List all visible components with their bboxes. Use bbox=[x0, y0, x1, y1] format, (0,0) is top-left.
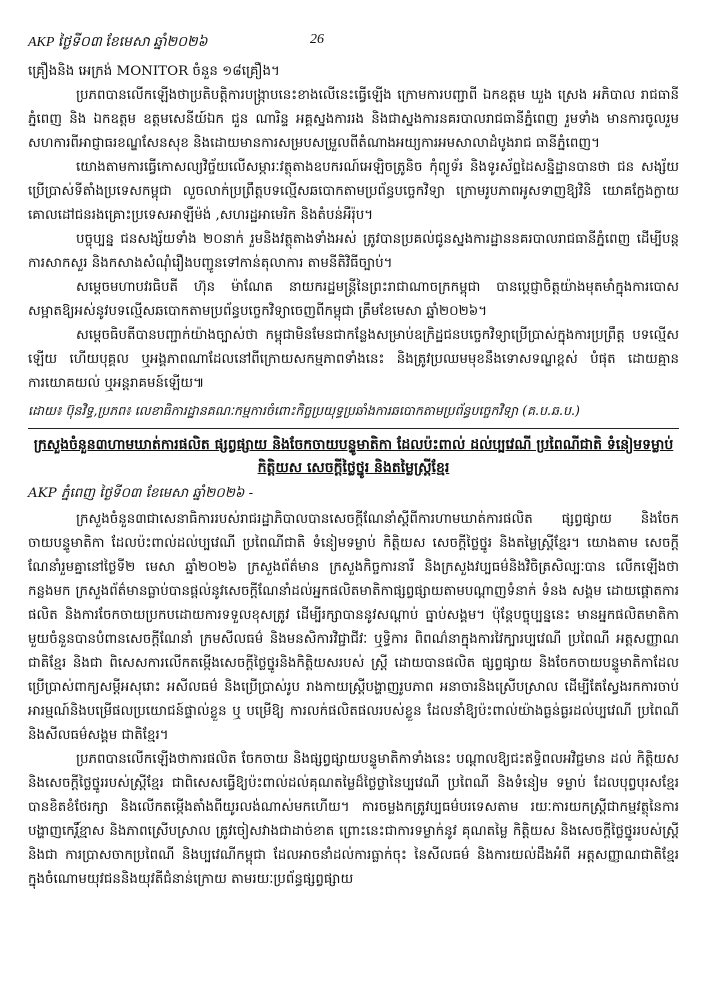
running-head: AKP ថ្ងៃទី០៣ ខែមេសា ឆ្នាំ២០២៦ bbox=[28, 35, 208, 50]
page-number: 26 bbox=[310, 32, 324, 47]
page-content bbox=[28, 60, 679, 892]
article1-source: ដោយ៖ ប៊ុនវិទ្ធ,ប្រភព៖ លេខាធិការដ្ឋានគណៈកម្មការចំពោះកិច្ចប្រយុទ្ធប្រឆាំងការឆបោកតាមប្រព័ន្ធបច្ចេកវិទ្យា (គ.ប.ឆ.ប.) bbox=[28, 403, 580, 418]
article1-paragraph-2: យោងតាមការធ្វើកោសល្យវិច្ច័យលើសម្ភារៈវត្ថុតាងឧបករណ៍អេឡិចត្រូនិច កុំព្យូទ័រ និងទូរស័ព្ទដៃសន្និដ្ឋានបានថា ជន សង្ស័យប្រើប្រាស់ទីតាំងប្រទេសកម្ពុជា លួចលាក់ប្រព្រឹត្តបទល្មើសឆបោកតាមប្រព័ន្ធបច្ចេកវិទ្យា ក្រោមរូបភាពអូសទាញឱ្យវិនិ យោគក្លែងក្លាយ គោលដៅជនរងគ្រោះប្រទេសអាឡឺម៉ង់ ,សហរដ្ឋអាមេរិក និងតំបន់អឺរ៉ុប។ bbox=[28, 160, 679, 223]
article1-paragraph-5: សម្តេចធិបតីបានបញ្ជាក់យ៉ាងច្បាស់ថា កម្ពុជាមិនមែនជាកន្លែងសម្រាប់ឧក្រិដ្ឋជនបច្ចេកវិទ្យាប្រើប្រាស់ក្នុងការប្រព្រឹត្ត បទល្មើសឡើយ ហើយបុគ្គល ឬអង្គភាពណាដែលនៅពីក្រោយសកម្មភាពទាំងនេះ និងត្រូវប្រឈមមុខនឹងទោសទណ្ឌខ្ពស់ បំផុត ដោយគ្មានការយោគយល់ ឬអន្តរាគមន៍ឡើយ៕ bbox=[28, 328, 679, 391]
article2-headline: ក្រសួងចំនួន៣ហាមឃាត់ការផលិត ផ្សព្វផ្សាយ និងចែកចាយបន្ទូមាតិកា ដែលប៉ះពាល់ ដល់ប្បវេណី ប្រពៃណីជាតិ ទំនៀមទម្លាប់ កិត្តិយស សេចក្តីថ្លៃថ្នូរ និងតម្លៃស្ត្រីខ្មែរ bbox=[33, 437, 674, 476]
article2-dateline: AKP ភ្នំពេញ ថ្ងៃទី០៣ ខែមេសា ឆ្នាំ២០២៦ - bbox=[28, 486, 254, 501]
article1-paragraph-3: បច្ចុប្បន្ន ជនសង្ស័យទាំង ២០នាក់ រួមនិងវត្ថុតាងទាំងអស់ ត្រូវបានប្រគល់ជូនស្នងការដ្ឋាននគរបាលរាជធានីភ្នំពេញ ដើម្បីបន្តការសាកសួរ និងកសាងសំណុំរឿងបញ្ជូនទៅកាន់តុលាការ តាមនីតិវិធីច្បាប់។ bbox=[28, 232, 679, 271]
article2-paragraph-1: ប្រភពបានលើកឡើងថាការផលិត ចែកចាយ និងផ្សព្វផ្សាយបន្ទូមាតិកាទាំងនេះ បណ្តាលឱ្យជះឥទ្ធិពលអវិជ្ជមាន ដល់ កិត្តិយស និងសេចក្តីថ្លៃថ្នូររបស់ស្ត្រីខ្មែរ ជាពិសេសធ្វើឱ្យប៉ះពាល់ដល់គុណតម្លៃដ៏ថ្លៃថ្លានៃប្បវេណី ប្រពៃណី និងទំនៀម ទម្លាប់ ដែលបុព្វបុរសខ្មែរបានខិតខំថែរក្សា និងលើកតម្កើងតាំងពីយូរលង់ណាស់មកហើយ។ ការចម្លងកត្រូវប្បធម៌បរទេសតាម រយៈការយកស្ត្រីជាកម្មវត្ថុនៃការបង្ហាញកេរ្តិ៍ខ្មាស និងភាពស្រើបស្រាល ត្រូវចៀសវាងជាដាច់ខាត ព្រោះនេះជាការទម្លាក់នូវ គុណតម្លៃ កិត្តិយស និងសេចក្តីថ្លៃថ្នូររបស់ស្ត្រី និងជា ការប្រាសចាកប្រពៃណី និងប្បវេណីកម្ពុជា ដែលអាចនាំដល់ការធ្លាក់ចុះ នៃសីលធម៌ និងការយល់ដឹងអំពី អត្តសញ្ញាណជាតិខ្មែរ ក្នុងចំណោមយុវជននិងយុវតីជំនាន់ក្រោយ តាមរយៈប្រព័ន្ធផ្សព្វផ្សាយ bbox=[28, 752, 679, 887]
article2-paragraph-0: ក្រសួងចំនួន៣ជាសេនាធិការរបស់រាជរដ្ឋាភិបាលបានសេចក្តីណែនាំស្តីពីការហាមឃាត់ការផលិត ផ្សព្វផ្សាយ និងចែក ចាយបន្ទូមាតិកា ដែលប៉ះពាល់ដល់ប្បវេណី ប្រពៃណីជាតិ ទំនៀមទម្លាប់ កិត្តិយស សេចក្តីថ្លៃថ្នូរ និងតម្លៃស្ត្រីខ្មែរ។ យោងតាម សេចក្តីណែនាំរួមគ្នានៅថ្ងៃទី២ មេសា ឆ្នាំ២០២៦ ក្រសួងព័ត៌មាន ក្រសួងកិច្ចការនារី និងក្រសួងវប្បធម៌និងវិចិត្រសិល្បៈបាន លើកឡើងថា កន្លងមក ក្រសួងព័ត៌មានធ្លាប់បានផ្តល់នូវសេចក្តីណែនាំដល់អ្នកផលិតមាតិកាផ្សព្វផ្សាយតាមបណ្តាញទំនាក់ ទំនង សង្គម ដោយផ្តោតការផលិត និងការចែកចាយប្រកបដោយការទទួលខុសត្រូវ ដើម្បីរក្សាបាននូវសណ្តាប់ ធ្នាប់សង្គម។ ប៉ុន្តែបច្ចុប្បន្ននេះ មានអ្នកផលិតមាតិកាមួយចំនួនបានបំពានសេចក្តីណែនាំ ក្រមសីលធម៌ និងមនសិការវិជ្ជាជីវៈ ឬទ្ធិការ ពិពណ៌នាក្នុងការវៃក្បារប្បវេណី ប្រពៃណី អត្តសញ្ញាណជាតិខ្មែរ និងជា ពិសេសការលើកតម្កើងសេចក្តីថ្លៃថ្នូរនិងកិត្តិយសរបស់ ស្ត្រី ដោយបានផលិត ផ្សព្វផ្សាយ និងចែកចាយបន្ទូមាតិកាដែលប្រើប្រាស់ពាក្យសម្តីអសុរោះ អសីលធម៌ និងប្រើប្រាស់រូប រាងកាយស្ត្រីបង្ហាញរូបភាព អនាចារនិងស្រើបស្រាល ដើម្បីតែស្វែងរកការចាប់អារម្មណ៍និងបម្រើផលប្រយោជន៍ផ្ទាល់ខ្លួន ឬ បម្រើឱ្យ ការលក់ផលិតផលរបស់ខ្លួន ដែលនាំឱ្យប៉ះពាល់យ៉ាងធ្ងន់ធ្ងរដល់ប្បវេណី ប្រពៃណី និងសីលធម៌សង្គម ជាតិខ្មែរ។ bbox=[28, 512, 679, 743]
page-header bbox=[28, 32, 677, 56]
article1-paragraph-1: ប្រភពបានលើកឡើងថាប្រតិបត្តិការបង្ក្រាបនេះខាងលើនេះធ្វើឡើង ក្រោមការបញ្ជាពី ឯកឧត្តម ឃួង ស្រេង អភិបាល រាជធានីភ្នំពេញ និង ឯកឧត្តម ឧត្តមសេនីយ៍ឯក ជួន ណារិន្ទ អគ្គស្នងការរង និងជាស្នងការនគរបាលរាជធានីភ្នំពេញ រួមទាំង មានការចូលរួមសហការពីអាជ្ញាធរខណ្ឌសែនសុខ និងដោយមានការសម្របសម្រួលពីតំណាងអយ្យការអមសាលាដំបូងរាជ ធានីភ្នំពេញ។ bbox=[28, 88, 679, 151]
article1-paragraph-0: គ្រឿងនិង អេក្រង់ MONITOR ចំនួន ១៨គ្រឿង។ bbox=[28, 64, 280, 79]
article1-paragraph-4: សម្តេចមហាបវរធិបតី ហ៊ុន ម៉ាណែត នាយករដ្ឋមន្ត្រីនៃព្រះរាជាណាចក្រកម្ពុជា បានប្តេជ្ញាចិត្តយ៉ាងមុតមាំក្នុងការបោស សម្អាតឱ្យអស់នូវបទល្មើសឆបោកតាមប្រព័ន្ធបច្ចេកវិទ្យាចេញពីកម្ពុជា ត្រឹមខែមេសា ឆ្នាំ២០២៦។ bbox=[28, 280, 679, 319]
article-divider bbox=[28, 428, 679, 429]
